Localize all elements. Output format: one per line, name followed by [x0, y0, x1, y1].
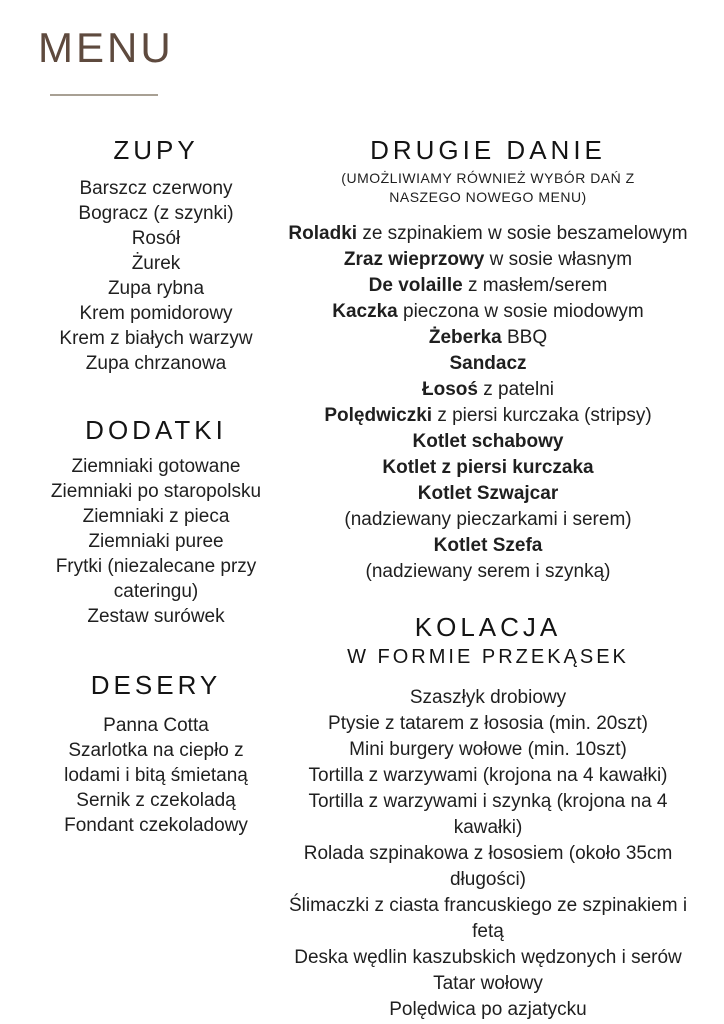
menu-item: Bogracz (z szynki) [78, 202, 234, 224]
section-subtitle-drugie-danie: (UMOŻLIWIAMY RÓWNIEŻ WYBÓR DAŃ Z NASZEGO NOWEGO MENU) [341, 169, 635, 205]
menu-item [272, 377, 704, 403]
dish-name: Kaczka [332, 300, 398, 322]
dish-detail: w sosie własnym [484, 248, 633, 270]
menu-item: Krem z białych warzyw [59, 327, 253, 349]
left-column [40, 136, 272, 838]
zupy-items [40, 176, 272, 376]
dish-name: Roladki [288, 222, 358, 244]
menu-item: Rosół [131, 227, 181, 249]
dodatki-items [40, 454, 272, 629]
menu-item [272, 325, 704, 351]
dish-detail: z masłem/serem [462, 274, 608, 296]
menu-item: Mini burgery wołowe (min. 10szt) [349, 738, 627, 760]
menu-item: Zupa rybna [107, 277, 205, 299]
dish-name: Łosoś [422, 378, 478, 400]
title-underline [50, 94, 158, 96]
section-kolacja [272, 613, 704, 1023]
menu-item: Szarlotka na ciepło z lodami i bitą śmietaną [64, 739, 248, 786]
dish-detail: z patelni [477, 378, 554, 400]
menu-item: Zestaw surówek [87, 605, 225, 627]
menu-item: Sernik z czekoladą [76, 789, 236, 811]
menu-item [272, 429, 704, 455]
section-subtitle-kolacja: W FORMIE PRZEKĄSEK [347, 645, 629, 668]
dish-name: Zraz wieprzowy [343, 248, 485, 270]
desery-items [40, 713, 272, 838]
dish-detail: (nadziewany pieczarkami i serem) [344, 508, 632, 530]
dish-name: Kotlet Szefa [433, 534, 543, 556]
dish-detail: ze szpinakiem w sosie beszamelowym [357, 222, 688, 244]
menu-item: Ziemniaki z pieca [82, 505, 230, 527]
dish-name: Kotlet z piersi kurczaka [382, 456, 594, 478]
dish-detail: BBQ [501, 326, 548, 348]
menu-item [272, 481, 704, 507]
menu-item [272, 299, 704, 325]
menu-item: Deska wędlin kaszubskich wędzonych i serów [294, 946, 682, 968]
menu-item [272, 273, 704, 299]
menu-item: Ziemniaki po staropolsku [50, 480, 262, 502]
menu-item: Ptysie z tatarem z łososia (min. 20szt) [328, 712, 648, 734]
section-desery [40, 671, 272, 838]
menu-item: Rolada szpinakowa z łososiem (około 35cm długości) [303, 842, 673, 890]
menu-item [272, 455, 704, 481]
menu-item [272, 507, 704, 533]
section-title-desery: DESERY [90, 669, 222, 700]
menu-item: Tortilla z warzywami i szynką (krojona na 4 kawałki) [308, 790, 668, 838]
menu-item: Ślimaczki z ciasta francuskiego ze szpinakiem i fetą [288, 894, 688, 942]
menu-item: Ziemniaki gotowane [71, 455, 241, 477]
menu-item: Panna Cotta [103, 714, 209, 736]
menu-item: Tortilla z warzywami (krojona na 4 kawałki) [308, 764, 668, 786]
menu-item [272, 351, 704, 377]
dish-detail: pieczona w sosie miodowym [397, 300, 644, 322]
menu-item: Barszcz czerwony [79, 177, 233, 199]
section-zupy [40, 136, 272, 376]
menu-item [272, 559, 704, 585]
section-title-drugie-danie: DRUGIE DANIE [370, 135, 606, 165]
section-dodatki [40, 416, 272, 629]
page-title: MENU [38, 24, 174, 71]
dish-name: Kotlet schabowy [412, 430, 564, 452]
dish-name: De volaille [368, 274, 463, 296]
section-title-zupy: ZUPY [113, 135, 199, 165]
menu-item: Żurek [131, 252, 181, 274]
right-column [272, 136, 704, 1023]
dish-name: Sandacz [449, 352, 527, 374]
menu-item [272, 221, 704, 247]
menu-item: Szaszłyk drobiowy [409, 686, 567, 708]
menu-item: Frytki (niezalecane przy cateringu) [55, 555, 257, 602]
dish-name: Polędwiczki [324, 404, 433, 426]
section-drugie-danie [272, 136, 704, 585]
dish-detail: z piersi kurczaka (stripsy) [432, 404, 652, 426]
dish-name: Kotlet Szwajcar [417, 482, 559, 504]
menu-item [272, 533, 704, 559]
section-title-kolacja: KOLACJA [414, 611, 562, 642]
dish-detail: (nadziewany serem i szynką) [365, 560, 611, 582]
menu-item: Zupa chrzanowa [85, 352, 227, 374]
menu-item: Fondant czekoladowy [64, 814, 248, 836]
menu-item: Polędwica po azjatycku [389, 998, 587, 1020]
menu-header [38, 24, 174, 96]
menu-item: Tatar wołowy [433, 972, 543, 994]
menu-item: Krem pomidorowy [79, 302, 233, 324]
menu-columns [40, 136, 704, 1023]
dish-name: Żeberka [428, 326, 502, 348]
kolacja-items [272, 685, 704, 1023]
menu-item: Ziemniaki puree [88, 530, 224, 552]
menu-item [272, 247, 704, 273]
menu-item [272, 403, 704, 429]
section-title-dodatki: DODATKI [85, 414, 227, 445]
drugie-danie-items [272, 221, 704, 585]
